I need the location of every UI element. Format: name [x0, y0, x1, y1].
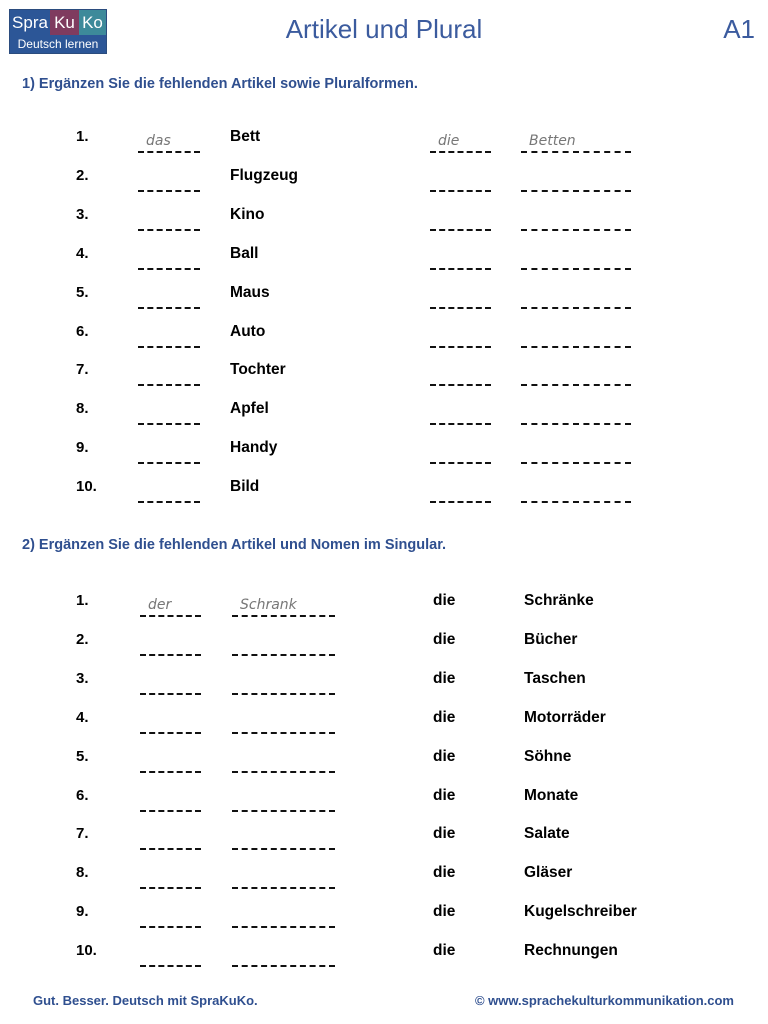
plural-article-blank[interactable] [430, 332, 491, 348]
row-number: 9. [76, 903, 89, 921]
article-blank[interactable] [140, 597, 201, 617]
article-blank[interactable] [140, 679, 201, 695]
article-blank[interactable] [140, 912, 201, 928]
article-blank[interactable] [140, 951, 201, 967]
plural-blank[interactable] [521, 176, 631, 192]
plural-article: die [433, 903, 456, 921]
article-blank[interactable] [138, 448, 200, 464]
article-blank[interactable] [140, 757, 201, 773]
article-blank[interactable] [138, 409, 200, 425]
singular-blank[interactable] [232, 718, 335, 734]
article-blank-answer: das [146, 133, 171, 149]
row-number: 1. [76, 592, 89, 609]
noun-singular: Kino [230, 205, 265, 223]
row-number: 3. [76, 205, 89, 223]
exercise-row [0, 478, 768, 500]
row-number: 4. [76, 708, 89, 726]
row-number: 10. [76, 478, 97, 496]
article-blank[interactable] [138, 487, 200, 503]
article-blank[interactable] [138, 133, 200, 153]
article-blank[interactable] [138, 293, 200, 309]
row-number: 8. [76, 864, 89, 882]
section2-instruction: 2) Ergänzen Sie die fehlenden Artikel und Nomen im Singular. [22, 537, 447, 553]
logo-segment-spra: Spra [10, 10, 50, 35]
article-blank[interactable] [138, 332, 200, 348]
article-blank[interactable] [140, 796, 201, 812]
exercise-row [0, 128, 768, 150]
noun-singular: Maus [230, 283, 270, 301]
plural-blank[interactable] [521, 332, 631, 348]
noun-plural: Salate [524, 825, 570, 843]
logo-segment-ku: Ku [50, 10, 79, 35]
plural-article: die [433, 825, 456, 843]
article-blank[interactable] [138, 254, 200, 270]
noun-plural: Motorräder [524, 708, 606, 726]
singular-blank[interactable] [232, 834, 335, 850]
singular-blank[interactable] [232, 597, 335, 617]
article-blank[interactable] [138, 215, 200, 231]
singular-blank[interactable] [232, 873, 335, 889]
level-label: A1 [723, 14, 755, 44]
exercise-row [0, 825, 768, 847]
plural-blank[interactable] [521, 370, 631, 386]
plural-article: die [433, 942, 456, 960]
exercise-row [0, 942, 768, 964]
noun-singular: Tochter [230, 361, 286, 379]
exercise-row [0, 670, 768, 692]
row-number: 10. [76, 942, 97, 960]
exercise-row [0, 631, 768, 653]
plural-blank[interactable] [521, 409, 631, 425]
plural-article: die [433, 592, 456, 609]
exercise-row [0, 361, 768, 383]
singular-blank[interactable] [232, 640, 335, 656]
exercise-row [0, 439, 768, 461]
plural-blank[interactable] [521, 448, 631, 464]
exercise-row [0, 903, 768, 925]
row-number: 1. [76, 128, 89, 145]
row-number: 2. [76, 166, 89, 184]
singular-blank[interactable] [232, 912, 335, 928]
article-blank[interactable] [140, 640, 201, 656]
plural-article: die [433, 864, 456, 882]
exercise-row [0, 206, 768, 228]
noun-plural: Bücher [524, 630, 578, 648]
plural-article-blank[interactable] [430, 448, 491, 464]
noun-plural: Kugelschreiber [524, 903, 637, 921]
exercise-row [0, 709, 768, 731]
noun-singular: Handy [230, 439, 278, 457]
plural-article: die [433, 669, 456, 687]
plural-article: die [433, 747, 456, 765]
noun-plural: Rechnungen [524, 942, 618, 960]
article-blank[interactable] [140, 834, 201, 850]
row-number: 9. [76, 439, 89, 457]
singular-blank[interactable] [232, 796, 335, 812]
exercise-row [0, 245, 768, 267]
exercise-row [0, 592, 768, 614]
plural-blank[interactable] [521, 254, 631, 270]
logo-subtitle: Deutsch lernen [10, 35, 106, 53]
row-number: 3. [76, 669, 89, 687]
exercise-row [0, 748, 768, 770]
row-number: 5. [76, 747, 89, 765]
footer-copyright: © www.sprachekulturkommunikation.com [474, 993, 734, 1008]
plural-article-blank[interactable] [430, 254, 491, 270]
singular-blank[interactable] [232, 757, 335, 773]
noun-singular: Bett [230, 128, 261, 145]
article-blank[interactable] [138, 176, 200, 192]
singular-blank[interactable] [232, 951, 335, 967]
row-number: 6. [76, 322, 89, 340]
noun-singular: Ball [230, 244, 259, 262]
plural-blank[interactable] [521, 487, 631, 503]
plural-blank[interactable] [521, 215, 631, 231]
row-number: 4. [76, 244, 89, 262]
noun-plural: Schränke [524, 592, 594, 609]
plural-article-blank[interactable] [430, 215, 491, 231]
noun-singular: Apfel [230, 400, 269, 418]
row-number: 7. [76, 825, 89, 843]
plural-article-blank[interactable] [430, 293, 491, 309]
plural-article-blank[interactable] [430, 409, 491, 425]
plural-article-blank[interactable] [430, 487, 491, 503]
plural-article-blank[interactable] [430, 370, 491, 386]
article-blank[interactable] [138, 370, 200, 386]
plural-article-blank-answer: die [438, 133, 460, 149]
row-number: 2. [76, 630, 89, 648]
page-title: Artikel und Plural [285, 14, 483, 44]
footer-slogan: Gut. Besser. Deutsch mit SpraKuKo. [33, 993, 258, 1008]
article-blank[interactable] [140, 873, 201, 889]
noun-plural: Söhne [524, 747, 572, 765]
exercise-row [0, 787, 768, 809]
row-number: 7. [76, 361, 89, 379]
exercise-row [0, 864, 768, 886]
plural-blank-answer: Betten [529, 133, 576, 149]
noun-singular: Auto [230, 322, 266, 340]
noun-singular: Flugzeug [230, 166, 299, 184]
row-number: 5. [76, 283, 89, 301]
plural-blank[interactable] [521, 293, 631, 309]
plural-article: die [433, 630, 456, 648]
noun-plural: Monate [524, 786, 579, 804]
logo-segment-ko: Ko [79, 10, 106, 35]
noun-plural: Gläser [524, 864, 573, 882]
exercise-row [0, 400, 768, 422]
exercise-row [0, 167, 768, 189]
plural-article: die [433, 708, 456, 726]
plural-article-blank[interactable] [430, 133, 491, 153]
article-blank-answer: der [148, 597, 172, 613]
exercise-row [0, 284, 768, 306]
plural-article: die [433, 786, 456, 804]
plural-article-blank[interactable] [430, 176, 491, 192]
section1-instruction: 1) Ergänzen Sie die fehlenden Artikel sowie Pluralformen. [22, 76, 418, 92]
plural-blank[interactable] [521, 133, 631, 153]
noun-plural: Taschen [524, 669, 586, 687]
singular-blank[interactable] [232, 679, 335, 695]
singular-blank-answer: Schrank [240, 597, 297, 613]
row-number: 8. [76, 400, 89, 418]
exercise-row [0, 323, 768, 345]
noun-singular: Bild [230, 478, 260, 496]
article-blank[interactable] [140, 718, 201, 734]
row-number: 6. [76, 786, 89, 804]
